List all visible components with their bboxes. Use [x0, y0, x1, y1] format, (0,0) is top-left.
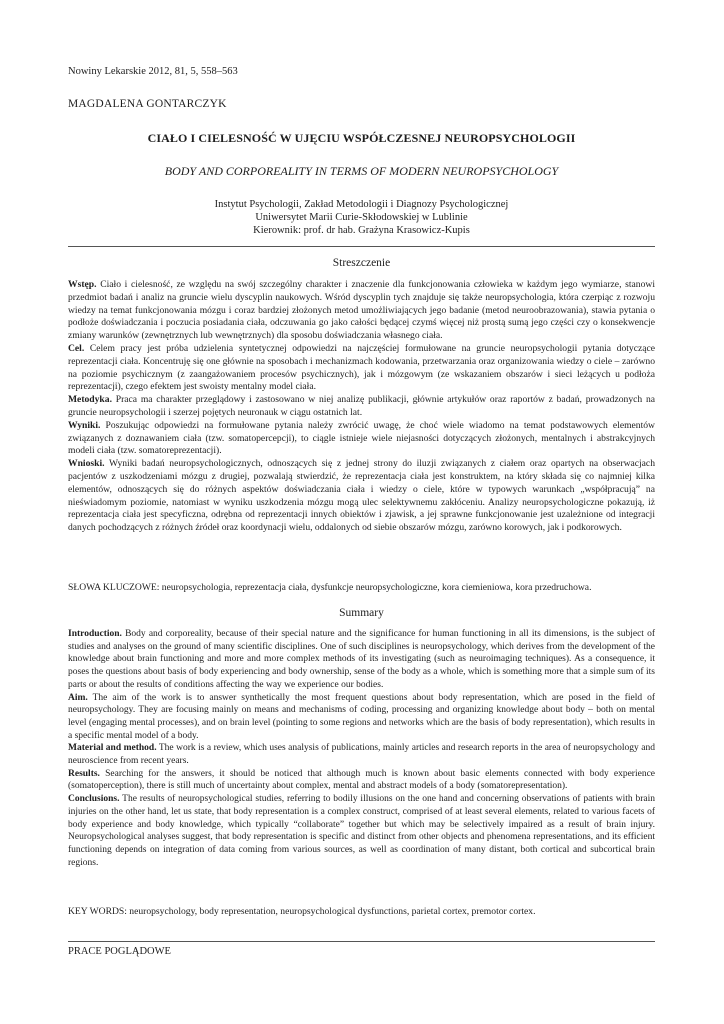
section-footer: PRACE POGLĄDOWE [68, 946, 171, 957]
english-keywords: KEY WORDS: neuropsychology, body representation, neuropsychological dysfunctions, parietal cortex, premotor cortex. [68, 906, 536, 917]
polish-keywords: SŁOWA KLUCZOWE: neuropsychologia, reprezentacja ciała, dysfunkcje neuropsychologiczne, kora ciemieniowa, kora przedruchowa. [68, 582, 592, 593]
abstract-paragraph [68, 394, 655, 420]
author-name: MAGDALENA GONTARCZYK [68, 98, 227, 110]
paragraph-text: Praca ma charakter przeglądowy i zastosowano w niej analizę publikacji, głównie artykułów oraz raportów z badań, prowadzonych na gruncie neuropsychologii i szerzej pojętych neuronauk w ciągu ostatnich lat. [68, 394, 656, 418]
paragraph-label: Metodyka. [68, 394, 112, 406]
paragraph-label: Conclusions. [68, 794, 120, 805]
bottom-divider [68, 941, 655, 942]
paragraph-label: Aim. [68, 692, 88, 703]
article-page [68, 0, 655, 1024]
abstract-paragraph [68, 279, 655, 343]
paragraph-text: The aim of the work is to answer synthetically the most frequent questions about body representation, which are posed in the field of neuropsychology. They are focusing mainly on means and mechanisms of coding, processing and organizing knowledge about body – both on mental level (engaging mental processes), and on brain level (pointing to some regions and networks which are the basis of body representation), which results in a specific mental model of a body. [68, 692, 655, 741]
paragraph-text: Wyniki badań neuropsychologicznych, odnoszących się z jednej strony do iluzji związanych z ciałem oraz opartych na obserwacjach pacjentów z uszkodzeniami mózgu z drugiej, pozwalają stwierdzić, że reprezentacja ciała jest konstruktem, na który składa się co najmniej kilka elementów, odnoszących się do różnych aspektów doświadczania ciała i wiedzy o ciele, które w typowych warunkach „współpracują” na nieświadomym poziomie, natomiast w wyniku uszkodzenia mózgu mogą ulec selektywnemu zakłóceniu. Analizy neuropsychologiczne pokazują, iż reprezentacja ciała jest specyficzna, odrębna od reprezentacji innych obiektów i zjawisk, a jej sprawne funkcjonowanie jest uzależnione od integracji danych pochodzących z różnych źródeł oraz koordynacji wielu, oddalonych od siebie obszarów mózgu, zarówno korowych, jak i podkorowych. [68, 458, 655, 534]
affiliation-institute: Instytut Psychologii, Zakład Metodologii i Diagnozy Psychologicznej [214, 199, 509, 210]
summary-heading: Summary [339, 607, 384, 619]
paragraph-label: Material and method. [68, 743, 157, 754]
paragraph-label: Wstęp. [68, 279, 97, 290]
abstract-paragraph [68, 692, 655, 743]
abstract-paragraph [68, 628, 655, 692]
paragraph-label: Cel. [68, 342, 85, 354]
journal-citation: Nowiny Lekarskie 2012, 81, 5, 558–563 [68, 66, 238, 77]
top-divider [68, 246, 655, 247]
paragraph-text: Body and corporeality, because of their special nature and the significance for human functioning in all its dimensions, is the subject of studies and analyses on the ground of many scientific disciplines. One of such disciplines is neuropsychology, which derives from the development of the knowledge about brain functioning and more and more complex methods of its investigating (such as neuroimaging techniques). As a consequence, it poses the questions about basis of body experiencing and body ownership, sense of the body as a whole, which is something more that a simple sum of its parts or about the results of conditions affecting the way we experience our bodies. [68, 629, 655, 690]
abstract-paragraph [68, 742, 655, 767]
affiliation-university: Uniwersytet Marii Curie-Skłodowskiej w Lublinie [255, 212, 468, 223]
affiliation-head: Kierownik: prof. dr hab. Grażyna Krasowicz-Kupis [253, 225, 470, 236]
summary-abstract [68, 628, 655, 869]
abstract-paragraph [68, 458, 655, 535]
paragraph-label: Introduction. [68, 629, 122, 639]
paragraph-label: Results. [68, 768, 100, 779]
streszczenie-heading: Streszczenie [332, 257, 391, 269]
streszczenie-abstract [68, 279, 655, 535]
abstract-paragraph [68, 343, 655, 394]
paragraph-label: Wnioski. [68, 458, 105, 470]
paragraph-text: Ciało i cielesność, ze względu na swój szczególny charakter i znaczenie dla funkcjonowania człowieka w każdym jego wymiarze, stanowi przedmiot badań i analiz na gruncie wielu dyscyplin naukowych. Wśród dyscyplin tych znajduje się także neuropsychologia, która czerpiąc z rozwoju wiedzy na temat funkcjonowania mózgu i coraz bardziej złożonych metod umożliwiających jego badanie (metod neuroobrazowania), stawia pytania o podłoże doświadczania i poczucia posiadania ciała, odczuwania go jako całości będącej czymś więcej niż prostą sumą jego części czy o konsekwencje zmiany warunków (zewnętrznych lub wewnętrznych) dla sposobu doświadczania własnego ciała. [68, 279, 655, 342]
paragraph-text: The work is a review, which uses analysis of publications, mainly articles and research reports in the area of neuropsychology and neuroscience from recent years. [68, 743, 655, 767]
paragraph-text: Searching for the answers, it should be noticed that although much is known about basic elements connected with body experience (somatoperception), there is still much of uncertainty about complex, mental and abstract models of a body (somatorepresentation). [68, 768, 656, 792]
abstract-paragraph [68, 420, 655, 458]
paragraph-text: Poszukując odpowiedzi na formułowane pytania należy zwrócić uwagę, że choć wiele wiadomo na temat podstawowych elementów związanych z doznawaniem ciała (tzw. somatopercepcji), to ciągle istnieje wiele niejasności dotyczących złożonych, mentalnych i abstrakcyjnych modeli ciała (tzw. somatoreprezentacji). [68, 419, 655, 457]
paragraph-text: Celem pracy jest próba udzielenia syntetycznej odpowiedzi na najczęściej formułowane na gruncie neuropsychologii pytania dotyczące reprezentacji ciała. Koncentruję się one głównie na sposobach i mechanizmach kodowania, przetwarzania oraz organizowania wiedzy o ciele – zarówno na poziomie psychicznym (z zaangażowaniem procesów psychicznych), jak i mózgowym (ze wskazaniem obszarów i sieci leżących u podłoża reprezentacji), czego efektem jest swoisty mentalny model ciała. [68, 342, 655, 393]
paragraph-label: Wyniki. [68, 419, 101, 431]
title-polish: CIAŁO I CIELESNOŚĆ W UJĘCIU WSPÓŁCZESNEJ NEUROPSYCHOLOGII [147, 131, 576, 145]
title-english: BODY AND CORPOREALITY IN TERMS OF MODERN NEUROPSYCHOLOGY [164, 164, 559, 178]
abstract-paragraph [68, 768, 655, 793]
affiliation [68, 198, 655, 237]
paragraph-text: The results of neuropsychological studies, referring to bodily illusions on the one hand and concerning observations of patients with brain injuries on the other hand, let us state, that body representation is a complex construct, comprised of at least several elements, related to various facets of body experience and body knowledge, which typically “collaborate” together but which may be selectively impaired as a result of brain injury. Neuropsychological analyses suggest, that body representation is specific and distinct from other objects and phenomena representations, and its efficient functioning depends on integration of data coming from various sources, as well as coordination of many distant, both cortical and subcortical brain regions. [68, 794, 655, 868]
abstract-paragraph [68, 793, 655, 869]
